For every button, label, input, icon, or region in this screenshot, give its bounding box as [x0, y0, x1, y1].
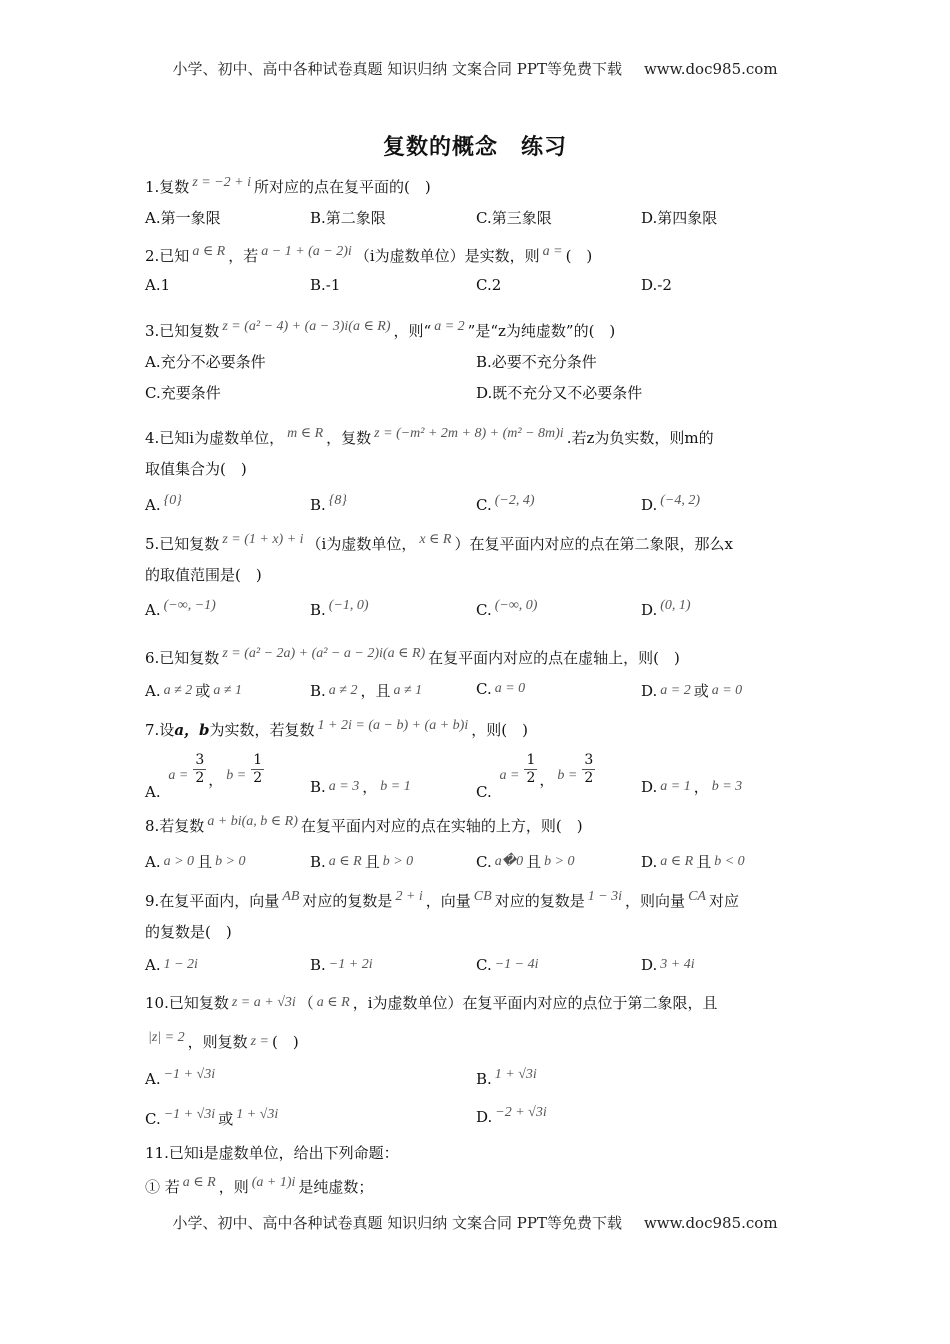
q6-option-d-conj: 或 [693, 682, 709, 700]
q8-option-d-math-1: a ∈ R [660, 854, 694, 869]
q5-option-c[interactable] [476, 598, 540, 620]
q4-option-c-math: (−2, 4) [494, 493, 535, 508]
question-7 [145, 719, 528, 740]
q3-options-row1 [145, 351, 825, 377]
q9-math-1: AB [282, 889, 300, 904]
q9-math-2: 2 + i [395, 889, 423, 904]
q8-option-b-conj: 且 [364, 853, 380, 871]
q1-math: z = −2 + i [192, 175, 251, 190]
q10-stem: 10.已知复数 [145, 994, 229, 1012]
q7-stem-end: ，则( ) [471, 721, 528, 739]
denominator: 2 [526, 769, 536, 786]
q5-option-c-label: C. [476, 601, 492, 619]
q10-math-1: z = a + √3i [231, 995, 296, 1010]
q8-option-d-label: D. [641, 853, 658, 871]
denominator: 2 [584, 769, 594, 786]
q3-stem-2: ，则“ [393, 322, 432, 340]
q7-option-a-frac1 [193, 752, 206, 787]
q11-stem-2: ，则 [218, 1178, 249, 1196]
q7-option-a-sep: ， [208, 771, 224, 790]
q5-stem-end: ）在复平面内对应的点在第二象限，那么x [454, 535, 733, 553]
q6-option-d-math-1: a = 2 [660, 683, 691, 698]
q8-option-d-math-2: b < 0 [714, 854, 745, 869]
page-title: 复数的概念 练习 [382, 134, 567, 160]
q7-option-c-lhs2: b = [557, 768, 578, 784]
q9-stem-5: ，则向量 [625, 892, 686, 910]
q6-option-a-math-2: a ≠ 1 [213, 683, 242, 698]
q3-stem-end: ”是“z为纯虚数”的( ) [467, 322, 616, 340]
q4-options [145, 493, 825, 522]
q9-line-2: 的复数是( ) [145, 923, 232, 941]
q2-math-2: a − 1 + (a − 2)i [261, 244, 352, 259]
q6-option-d-label: D. [641, 682, 658, 700]
q9-option-b-label: B. [310, 956, 326, 974]
q7-option-c-lhs1: a = [499, 768, 520, 784]
q10-option-c[interactable] [145, 1108, 281, 1129]
q8-options [145, 851, 825, 877]
q6-option-a[interactable] [145, 680, 245, 701]
q4-math-1: m ∈ R [287, 426, 324, 441]
q8-option-d-conj: 且 [696, 853, 712, 871]
q4-option-d-label: D. [641, 496, 658, 514]
q7-option-b-math-2: b = 1 [380, 779, 411, 794]
question-11: 11.已知i是虚数单位，给出下列命题： [145, 1144, 399, 1162]
q4-option-c-label: C. [476, 496, 492, 514]
denominator: 2 [195, 769, 205, 786]
q4-option-a-label: A. [145, 496, 161, 514]
q9-option-c-math: −1 − 4i [494, 957, 539, 972]
q5-option-d[interactable] [641, 598, 694, 620]
q8-option-c-conj: 且 [526, 853, 542, 871]
q4-option-d[interactable] [641, 493, 703, 515]
q2-option-d[interactable]: D.-2 [641, 276, 672, 294]
q10-stem-end: ，i为虚数单位）在复平面内对应的点位于第二象限，且 [352, 994, 718, 1012]
q7-option-a-label: A. [145, 783, 161, 802]
q9-stem-4: 对应的复数是 [494, 892, 585, 910]
q10-stem-2: （ [298, 994, 314, 1012]
q6-option-b-math-1: a ≠ 2 [328, 683, 358, 698]
footer-text: 小学、初中、高中各种试卷真题 知识归纳 文案合同 PPT等免费下载 [172, 1214, 622, 1232]
q4-option-a-math: {0} [163, 493, 182, 508]
q4-option-b-label: B. [310, 496, 326, 514]
question-2 [145, 245, 592, 266]
q7-option-c[interactable] [476, 752, 597, 802]
q5-option-a-math: (−∞, −1) [163, 598, 216, 613]
q9-option-c[interactable] [476, 956, 542, 975]
q10-options-row1 [145, 1067, 825, 1096]
q8-stem-end: 在复平面内对应的点在实轴的上方，则( ) [300, 817, 583, 835]
q11-math-2: (a + 1)i [251, 1175, 296, 1190]
q10-option-a-math: −1 + √3i [163, 1067, 216, 1082]
q7-options [145, 752, 825, 802]
q11-stem: ① 若 [145, 1178, 180, 1196]
q5-stem: 5.已知复数 [145, 535, 220, 553]
q11-proposition-1 [145, 1176, 373, 1197]
q4-math-2: z = (−m² + 2m + 8) + (m² − 8m)i [374, 426, 564, 441]
q6-option-d[interactable] [641, 680, 745, 701]
q5-stem-2: （i为虚数单位， [306, 535, 417, 553]
q9-option-d-label: D. [641, 956, 658, 974]
q10-option-d[interactable] [476, 1105, 550, 1127]
q6-math-1: z = (a² − 2a) + (a² − a − 2)i(a ∈ R) [222, 646, 426, 661]
header-url[interactable]: www.doc985.com [643, 60, 778, 78]
q8-option-c-label: C. [476, 853, 492, 871]
q2-math-1: a ∈ R [192, 244, 226, 259]
q5-options [145, 598, 825, 627]
q7-option-d-label: D. [641, 778, 658, 796]
q7-option-d-sep: ， [693, 778, 709, 796]
q8-math-1: a + bi(a, b ∈ R) [207, 814, 298, 829]
q6-option-b-conj: ，且 [360, 682, 391, 700]
q2-stem: 2.已知 [145, 247, 190, 265]
q5-option-c-math: (−∞, 0) [494, 598, 538, 613]
q10-option-b-label: B. [476, 1070, 492, 1088]
q5-option-b-math: (−1, 0) [328, 598, 369, 613]
q10-line-2 [145, 1031, 299, 1052]
page-header [0, 58, 950, 79]
numerator: 1 [253, 752, 263, 768]
q9-math-5: CA [688, 889, 706, 904]
q2-option-c[interactable]: C.2 [476, 276, 502, 294]
q8-option-c-math-1: a�0 [494, 854, 524, 869]
q11-stem-end: 是纯虚数； [298, 1178, 374, 1196]
q10-option-d-math: −2 + √3i [495, 1105, 547, 1120]
denominator: 2 [253, 769, 263, 786]
q6-stem-end: 在复平面内对应的点在虚轴上，则( ) [428, 649, 680, 667]
q9-option-a-label: A. [145, 956, 161, 974]
q5-option-b-label: B. [310, 601, 326, 619]
q2-stem-2: ，若 [228, 247, 259, 265]
q9-stem-2: 对应的复数是 [302, 892, 393, 910]
q8-option-b-math-2: b > 0 [382, 854, 414, 869]
q8-option-a-conj: 且 [197, 853, 213, 871]
q7-option-b-label: B. [310, 778, 326, 796]
question-8 [145, 815, 583, 836]
q3-option-d[interactable]: D.既不充分又不必要条件 [476, 384, 643, 402]
q6-option-b-math-2: a ≠ 1 [393, 683, 423, 698]
q1-option-b[interactable]: B.第二象限 [310, 209, 386, 227]
q3-option-c[interactable]: C.充要条件 [145, 384, 221, 402]
q6-option-c-math: a = 0 [494, 681, 526, 696]
q4-option-b[interactable] [310, 493, 350, 515]
q7-option-a-lhs2: b = [226, 768, 247, 784]
q2-stem-3: （i为虚数单位）是实数，则 [354, 247, 540, 265]
q6-option-b[interactable] [310, 680, 425, 701]
q7-option-c-sep: ， [539, 771, 555, 790]
q6-options [145, 680, 825, 706]
numerator: 1 [526, 752, 536, 768]
q5-option-d-label: D. [641, 601, 658, 619]
q7-option-c-frac2 [582, 752, 595, 787]
q7-vars: a，b [174, 721, 210, 739]
q10-option-b[interactable] [476, 1067, 540, 1089]
q6-option-a-label: A. [145, 682, 161, 700]
q5-option-b[interactable] [310, 598, 372, 620]
q5-option-d-math: (0, 1) [660, 598, 691, 613]
q5-math-1: z = (1 + x) + i [222, 532, 304, 547]
q7-math-1: 1 + 2i = (a − b) + (a + b)i [317, 718, 469, 733]
q10-option-c-math-1: −1 + √3i [163, 1107, 216, 1122]
q9-option-d-math: 3 + 4i [660, 957, 695, 972]
q10-option-a-label: A. [145, 1070, 161, 1088]
question-1 [145, 176, 431, 197]
question-10 [145, 992, 718, 1013]
q8-option-a-math-2: b > 0 [215, 854, 246, 869]
q7-option-a[interactable] [145, 752, 266, 802]
q4-option-a[interactable] [145, 493, 185, 515]
q9-math-3: CB [473, 889, 492, 904]
q10-options-row2 [145, 1105, 825, 1134]
q6-option-a-math-1: a ≠ 2 [163, 683, 193, 698]
numerator: 3 [195, 752, 205, 768]
q7-option-d-math-1: a = 1 [660, 779, 691, 794]
q3-options-row2 [145, 382, 825, 408]
question-3 [145, 320, 615, 341]
q2-stem-end: ( ) [565, 247, 593, 265]
q4-stem-end: .若z为负实数，则m的 [566, 429, 714, 447]
page-footer [0, 1212, 950, 1233]
q4-stem: 4.已知i为虚数单位， [145, 429, 285, 447]
question-6 [145, 647, 680, 668]
q9-stem: 9.在复平面内，向量 [145, 892, 280, 910]
q9-math-4: 1 − 3i [587, 889, 623, 904]
q3-math-1: z = (a² − 4) + (a − 3)i(a ∈ R) [222, 319, 391, 334]
q7-option-d[interactable] [641, 776, 745, 797]
q2-option-a[interactable]: A.1 [145, 276, 171, 294]
q6-option-b-label: B. [310, 682, 326, 700]
q8-option-b-math-1: a ∈ R [328, 854, 362, 869]
q10-stem-4: ( ) [272, 1033, 299, 1051]
q8-stem: 8.若复数 [145, 817, 205, 835]
q6-option-a-conj: 或 [195, 682, 211, 700]
q1-option-a[interactable]: A.第一象限 [145, 209, 221, 227]
q7-option-b-sep: ， [362, 778, 378, 796]
footer-url[interactable]: www.doc985.com [643, 1214, 778, 1232]
q9-option-a[interactable] [145, 956, 201, 975]
q1-options [145, 207, 825, 233]
q3-math-2: a = 2 [434, 319, 465, 334]
q10-stem-3: ，则复数 [187, 1033, 248, 1051]
q8-option-a-math-1: a > 0 [163, 854, 195, 869]
q3-option-b[interactable]: B.必要不充分条件 [476, 353, 597, 371]
q7-option-a-frac2 [251, 752, 264, 787]
q7-option-a-lhs1: a = [168, 768, 189, 784]
q9-option-b-math: −1 + 2i [328, 957, 373, 972]
q4-option-c[interactable] [476, 493, 538, 515]
q6-option-d-math-2: a = 0 [711, 683, 743, 698]
q7-option-c-label: C. [476, 783, 492, 802]
q5-line-2: 的取值范围是( ) [145, 566, 262, 584]
q10-option-c-conj: 或 [218, 1110, 234, 1128]
q8-option-b[interactable] [310, 851, 416, 872]
q9-stem-3: ，向量 [425, 892, 471, 910]
q7-option-d-math-2: b = 3 [711, 779, 743, 794]
q8-option-a[interactable] [145, 851, 249, 872]
header-text: 小学、初中、高中各种试卷真题 知识归纳 文案合同 PPT等免费下载 [172, 60, 622, 78]
q4-option-b-math: {8} [328, 493, 347, 508]
q2-math-3: a = [542, 244, 563, 259]
q1-stem: 1.复数 [145, 178, 190, 196]
q1-stem-end: 所对应的点在复平面的( ) [254, 178, 431, 196]
q10-math-4: z = [250, 1034, 270, 1049]
q1-option-c[interactable]: C.第三象限 [476, 209, 552, 227]
q4-stem-2: ，复数 [326, 429, 372, 447]
q7-stem: 7.设 [145, 721, 175, 739]
q4-option-d-math: (−4, 2) [660, 493, 701, 508]
q7-option-b[interactable] [310, 776, 414, 797]
q9-option-b[interactable] [310, 956, 376, 975]
q2-options [145, 276, 825, 302]
q8-option-b-label: B. [310, 853, 326, 871]
q10-option-a[interactable] [145, 1067, 218, 1089]
q7-option-b-math-1: a = 3 [328, 779, 360, 794]
q10-math-2: a ∈ R [316, 995, 350, 1010]
q9-option-d[interactable] [641, 956, 698, 975]
q10-option-b-math: 1 + √3i [494, 1067, 537, 1082]
q7-stem-2: 为实数，若复数 [209, 721, 315, 739]
q7-option-c-frac1 [524, 752, 537, 787]
q9-stem-end: 对应 [708, 892, 739, 910]
q10-option-c-label: C. [145, 1110, 161, 1128]
q6-option-c-label: C. [476, 680, 492, 698]
q8-option-a-label: A. [145, 853, 161, 871]
q8-option-c[interactable] [476, 851, 578, 872]
q10-math-3: |z| = 2 [148, 1030, 185, 1045]
q11-math-1: a ∈ R [182, 1175, 216, 1190]
numerator: 3 [584, 752, 594, 768]
q9-options [145, 956, 825, 982]
q2-option-b[interactable]: B.-1 [310, 276, 341, 294]
question-4 [145, 427, 714, 448]
q9-option-a-math: 1 − 2i [163, 957, 198, 972]
q9-option-c-label: C. [476, 956, 492, 974]
q4-line-2: 取值集合为( ) [145, 460, 247, 478]
q10-option-c-math-2: 1 + √3i [236, 1107, 279, 1122]
q5-option-a[interactable] [145, 598, 219, 620]
question-9 [145, 890, 739, 911]
q6-option-c[interactable] [476, 680, 528, 699]
q8-option-c-math-2: b > 0 [544, 854, 575, 869]
q5-option-a-label: A. [145, 601, 161, 619]
q10-option-d-label: D. [476, 1108, 493, 1126]
q1-option-d[interactable]: D.第四象限 [641, 209, 718, 227]
q8-option-d[interactable] [641, 851, 748, 872]
q3-option-a[interactable]: A.充分不必要条件 [145, 353, 266, 371]
q6-stem: 6.已知复数 [145, 649, 220, 667]
q5-math-2: x ∈ R [419, 532, 452, 547]
question-5 [145, 533, 733, 554]
q3-stem: 3.已知复数 [145, 322, 220, 340]
